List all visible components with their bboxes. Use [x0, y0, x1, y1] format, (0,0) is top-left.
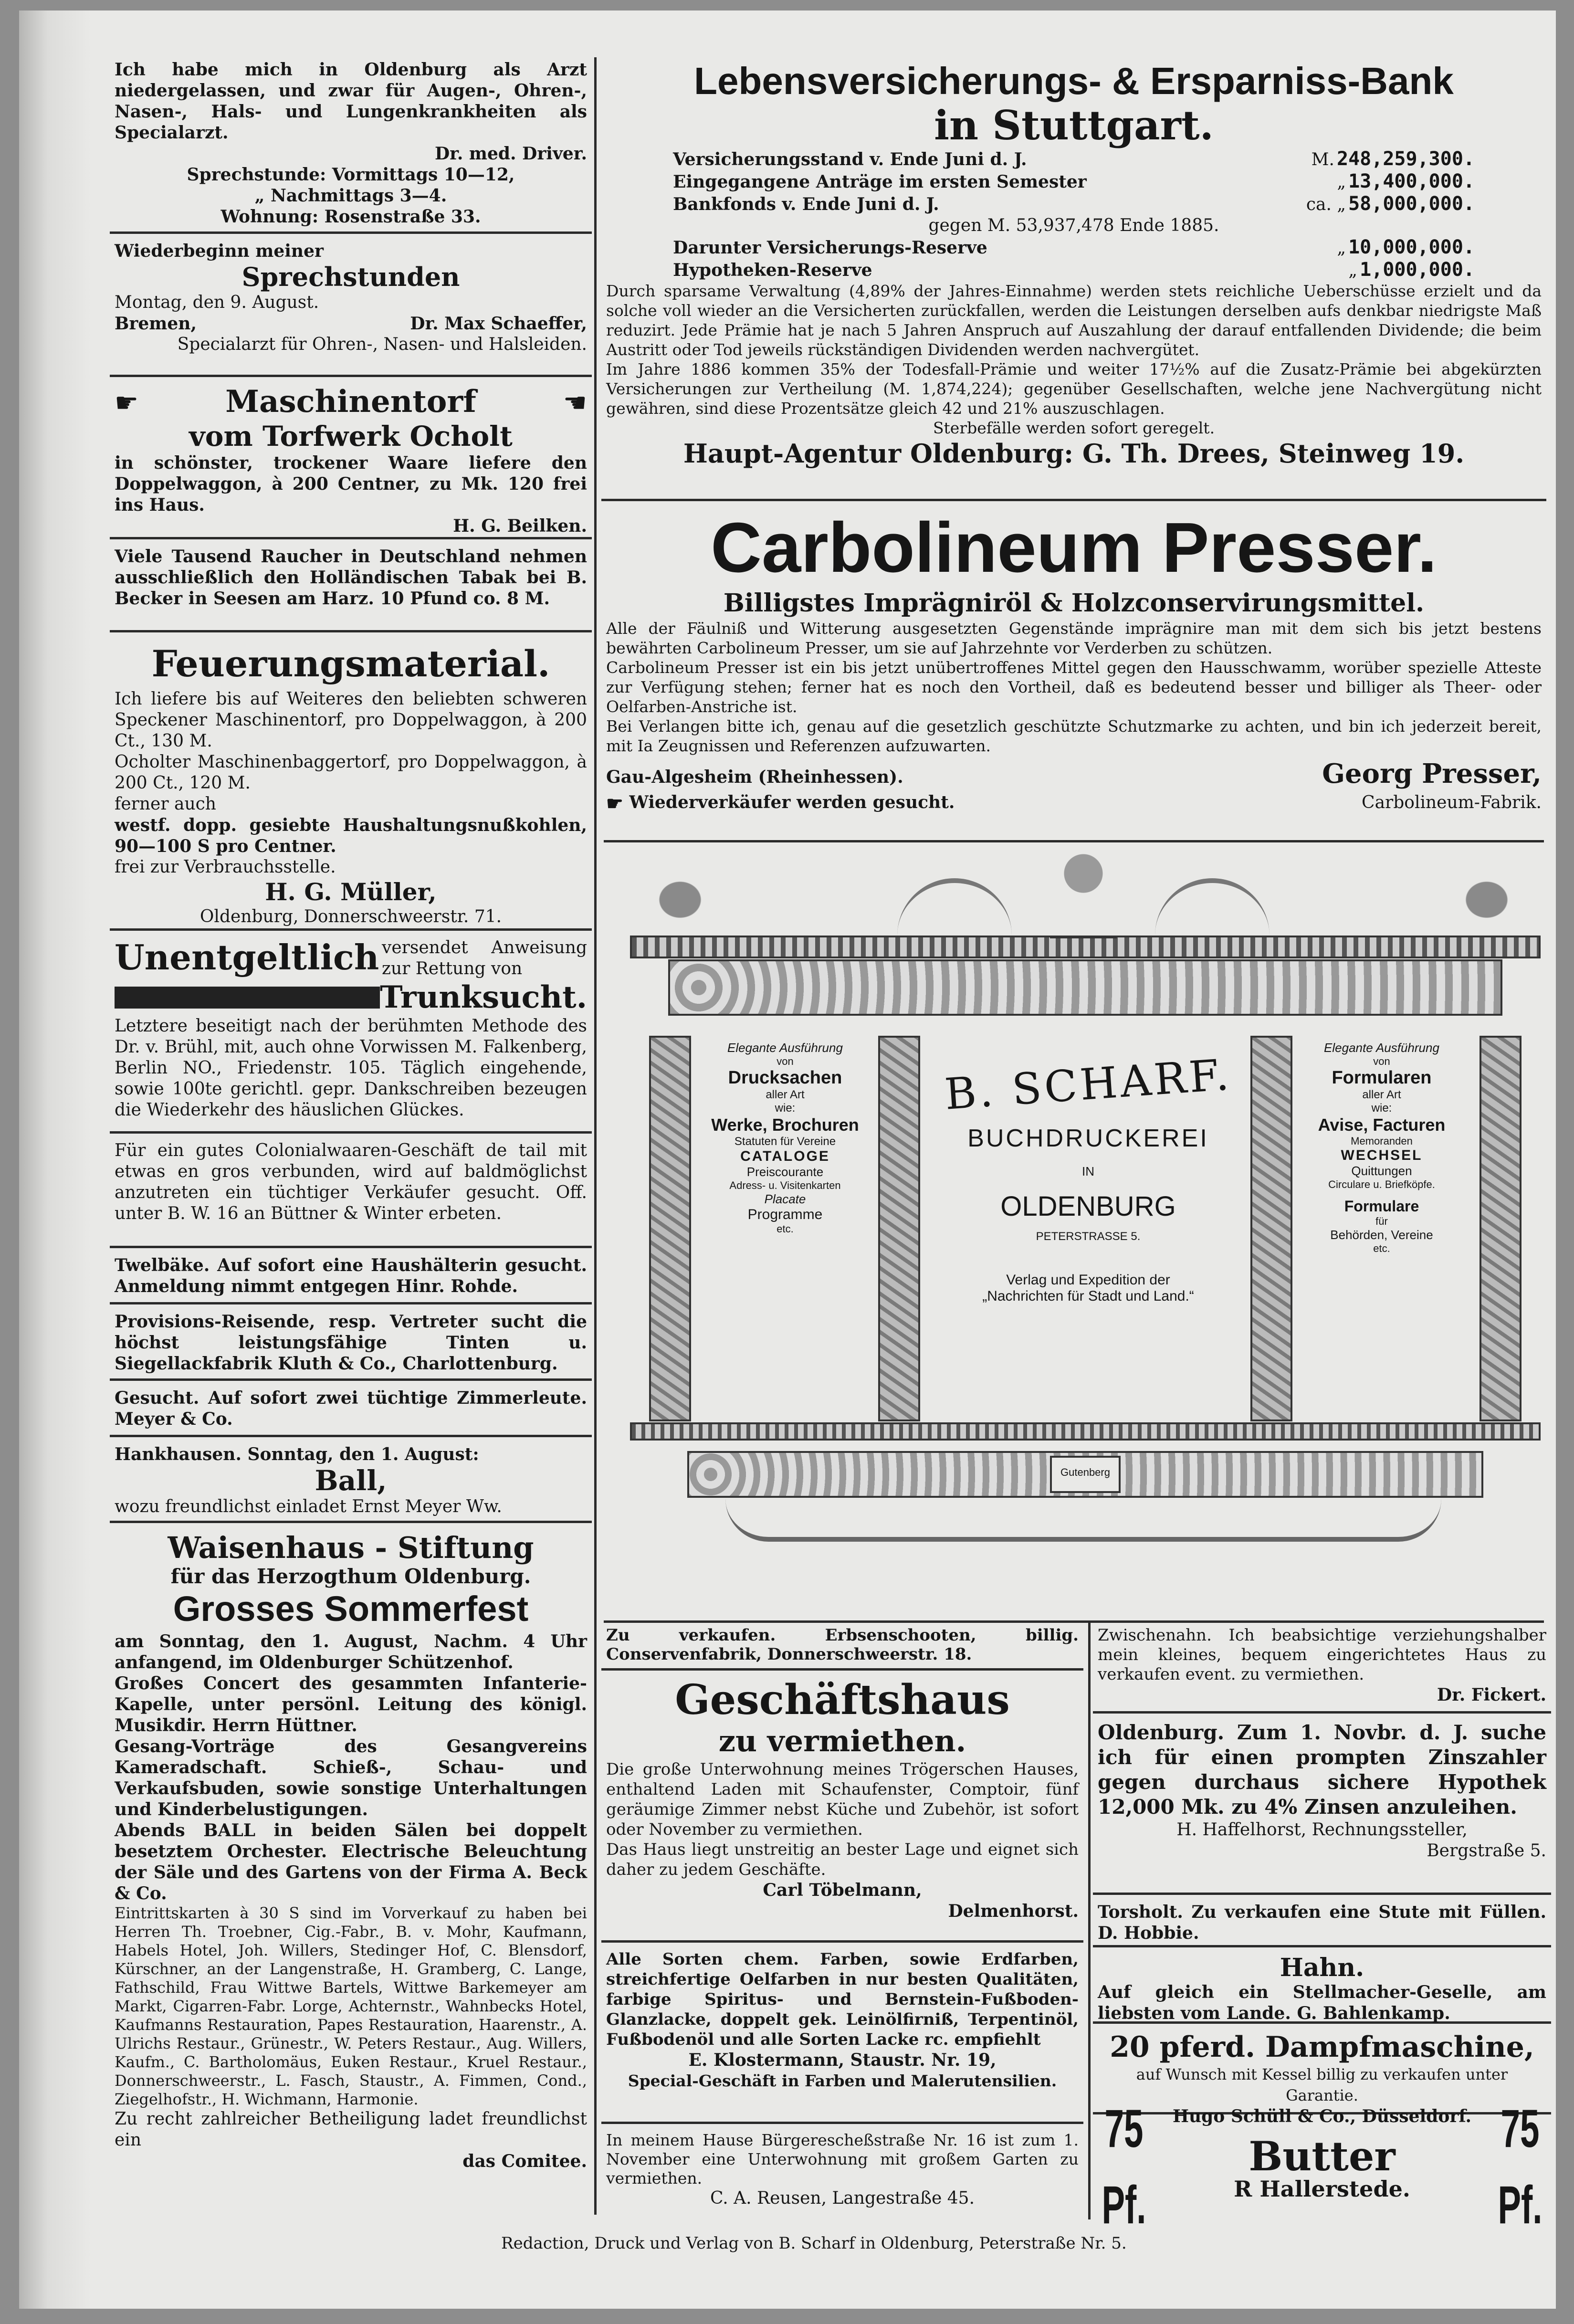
colonial-text: Für ein gutes Colonialwaaren-Geschäft de tail mit etwas en gros verbunden, wird auf baldmöglichst anzutreten ein tüchtiger Verkäufer gesucht. Off. unter B. W. 16 an Büttner & Winter erbeten.	[115, 1141, 587, 1223]
bank-body-3: Sterbefälle werden sofort geregelt.	[933, 419, 1215, 437]
right-panel-line: Quittungen	[1351, 1164, 1412, 1178]
bank-row-unit: „	[1348, 261, 1358, 280]
wohnung-text: In meinem Hause Bürgerescheßstraße Nr. 16 ist zum 1. November eine Unterwohnung mit großem Garten zu vermiethen.	[606, 2131, 1079, 2187]
carbolineum-body-3: Bei Verlangen bitte ich, genau auf die gesetzlich geschützte Schutzmarke zu achten, und bin ich jederzeit bereit, mit Ia Zeugnissen und Referenzen aufzuwarten.	[606, 717, 1542, 755]
right-panel-line: WECHSEL	[1341, 1147, 1423, 1163]
feuerung-address: Oldenburg, Donnerschweerstr. 71.	[199, 907, 502, 926]
scharf-kind: BUCHDRUCKEREI	[967, 1125, 1209, 1152]
bank-row	[673, 193, 1475, 215]
haus-title-2: zu vermiethen.	[718, 1724, 966, 1758]
ad-dampfmaschine	[1093, 2024, 1551, 2126]
bank-row-value: 58,000,000.	[1348, 193, 1475, 215]
left-panel-line: Preiscourante	[746, 1165, 824, 1179]
bank-row	[673, 259, 1475, 281]
waisen-p1: am Sonntag, den 1. August, Nachm. 4 Uhr anfangend, im Oldenburger Schützenhof.	[115, 1631, 587, 1672]
schaeffer-heading-2: Sprechstunden	[241, 262, 460, 292]
gutenberg-label: Gutenberg	[1060, 1466, 1110, 1478]
center-panel	[935, 1050, 1241, 1304]
right-panel-line: etc.	[1373, 1242, 1390, 1254]
butter-price-left: 75 Pf.	[1102, 2099, 1146, 2235]
waisen-title-3: Grosses Sommerfest	[173, 1589, 529, 1629]
zwischen-text: Zwischenahn. Ich beabsichtige verziehungshalber mein kleines, bequem eingerichtetes Haus zu verkaufen event. zu vermiethen.	[1098, 1626, 1546, 1684]
right-panel-line: aller Art	[1362, 1088, 1401, 1101]
eagle-ornament-left	[644, 869, 716, 931]
driver-name: Dr. med. Driver.	[434, 144, 587, 164]
left-panel-line: Adress- u. Visitenkarten	[729, 1179, 841, 1191]
zwischen-name: Dr. Fickert.	[1437, 1685, 1546, 1705]
trunk-side: versendet Anweisung zur Rettung von	[382, 938, 587, 978]
ad-erbsen	[601, 1623, 1083, 1671]
waisen-p6: Zu recht zahlreicher Betheiligung ladet freundlichst ein	[115, 2109, 587, 2150]
pillar	[649, 1036, 691, 1421]
scharf-in: IN	[1082, 1164, 1094, 1178]
farben-sub: Special-Geschäft in Farben und Malerutensilien.	[628, 2072, 1057, 2090]
wohnung-name: C. A. Reusen, Langestraße 45.	[710, 2188, 975, 2208]
gutenberg-plaque	[1050, 1456, 1121, 1493]
ad-ball	[110, 1437, 592, 1523]
left-panel-line: Drucksachen	[728, 1068, 842, 1088]
waisen-p5: Eintrittskarten à 30 S sind im Vorverkauf zu haben bei Herren Th. Troebner, Cig.-Fabr., B. v. Mohr, Kaufmann, Habels Hotel, Joh. Willers, Stedinger Hof, C. Blensdorf, Kürschner, an der Langenstraße, H. Gramberg, C. Lange, Fathschild, Frau Wittwe Bartels, Wittwe Barkemeyer am Markt, Cigarren-Fabr. Lorge, Achternstr., Wahnbecks Hotel, Kaufmanns Restauration, Papes Restauration, Haarenstr., A. Ulrichs Restaur., Grünestr., W. Peters Restaur., Aug. Willers, Kaufm., C. Bartholomäus, Euken Restaur., Kruel Restaur., Donnerschweerstr., L. Fasch, Staustr., A. Fimmen, Cond., Ziegelhofstr., H. Wichmann, Harmonie.	[115, 1904, 587, 2108]
hahn-text: Auf gleich ein Stellmacher-Geselle, am liebsten vom Lande. G. Bahlenkamp.	[1098, 1982, 1546, 2023]
left-panel-line: etc.	[777, 1223, 794, 1235]
dampf-title: 20 pferd. Dampfmaschine,	[1110, 2030, 1534, 2064]
left-panel	[702, 1041, 869, 1235]
pointing-hand-icon: ☛	[115, 388, 139, 419]
stute-text: Torsholt. Zu verkaufen eine Stute mit Füllen. D. Hobbie.	[1098, 1902, 1546, 1943]
scroll-ornament-right	[1155, 878, 1270, 940]
schaeffer-date: Montag, den 9. August.	[115, 293, 319, 312]
carbolineum-firm: Carbolineum-Fabrik.	[1362, 793, 1542, 812]
cornice	[630, 936, 1541, 958]
feuerung-item-3: ferner auch	[115, 794, 216, 814]
bust-ornament	[1050, 850, 1117, 938]
bank-row-label: Darunter Versicherungs-Reserve	[673, 238, 987, 258]
bank-row	[673, 236, 1475, 259]
torf-title-1: Maschinentorf	[225, 384, 476, 420]
bank-row-value: 248,259,300.	[1337, 148, 1475, 170]
right-panel-line: Memoranden	[1351, 1135, 1413, 1147]
schaeffer-heading-1: Wiederbeginn meiner	[115, 241, 324, 261]
right-panel-line: Elegante Ausführung	[1324, 1041, 1439, 1055]
haus-body: Die große Unterwohnung meines Trögerschen Hauses, enthaltend Laden mit Schaufenster, Comptoir, fünf geräumige Zimmer nebst Küche und Zubehör, ist sofort oder November zu vermiethen.	[606, 1760, 1079, 1839]
ad-wohnung	[601, 2124, 1083, 2234]
twelbaeke-text: Twelbäke. Auf sofort eine Haushälterin gesucht. Anmeldung nimmt entgegen Hinr. Rohde.	[115, 1255, 587, 1296]
bank-row-label: Bankfonds v. Ende Juni d. J.	[673, 194, 939, 214]
driver-address: Wohnung: Rosenstraße 33.	[220, 207, 481, 227]
ad-waisenhaus	[110, 1523, 592, 2171]
dampf-name: Hugo Schüll & Co., Düsseldorf.	[1172, 2106, 1472, 2126]
bank-title-1: Lebensversicherungs- & Ersparniss-Bank	[694, 60, 1454, 102]
bank-row-unit: „	[1337, 172, 1346, 192]
bank-table	[606, 148, 1542, 281]
feuerung-item-5: frei zur Verbrauchsstelle.	[115, 857, 336, 877]
bank-row-label: Versicherungsstand v. Ende Juni d. J.	[673, 149, 1027, 169]
ad-colonial	[110, 1134, 592, 1248]
trunk-body: Letztere beseitigt nach der berühmten Methode des Dr. v. Brühl, mit, auch ohne Vorwissen M. Falkenberg, Berlin NO., Friedenstr. 105. Täglich eingehende, sowie 100te gerichtl. gepr. Dankschreiben bezeugen die Wiederkehr des häuslichen Glückes.	[115, 1016, 587, 1120]
left-panel-line: CATALOGE	[740, 1148, 830, 1164]
left-panel-line: von	[777, 1055, 794, 1067]
ad-torf	[110, 377, 592, 539]
left-panel-line: Werke, Brochuren	[711, 1115, 859, 1135]
bank-row-unit: ca. „	[1306, 195, 1346, 214]
torf-title-2: vom Torfwerk Ocholt	[189, 420, 513, 452]
ad-feuerung	[110, 632, 592, 931]
trunk-big: Trunksucht.	[380, 979, 587, 1015]
carbolineum-body-2: Carbolineum Presser ist ein bis jetzt unübertroffenes Mittel gegen den Hausschwamm, worüber spezielle Atteste zur Verfügung stehen; ferner hat es noch den Vortheil, daß es bedeutend besser und billiger als Theer- oder Oelfarben-Anstriche ist.	[606, 658, 1542, 716]
ad-schaeffer	[110, 234, 592, 377]
erbsen-text: Zu verkaufen. Erbsenschooten, billig. Conservenfabrik, Donnerschweerstr. 18.	[606, 1626, 1079, 1664]
ad-geschaeftshaus	[601, 1671, 1083, 1943]
frieze	[668, 959, 1502, 1016]
pointing-hand-icon: ☛	[606, 792, 623, 815]
bank-row	[673, 170, 1475, 193]
ball-title: Ball,	[315, 1464, 387, 1497]
provision-text: Provisions-Reisende, resp. Vertreter sucht die höchst leistungsfähige Tinten u. Siegellackfabrik Kluth & Co., Charlottenburg.	[115, 1312, 587, 1374]
ad-driver	[110, 53, 592, 234]
butter-name: R Hallerstede.	[1234, 2176, 1410, 2202]
left-panel-line: Elegante Ausführung	[727, 1041, 843, 1055]
left-panel-line: wie:	[775, 1102, 796, 1115]
hypo-addr: Bergstraße 5.	[1427, 1841, 1546, 1861]
haus-title-1: Geschäftshaus	[675, 1676, 1010, 1724]
feuerung-item-4: westf. dopp. gesiebte Haushaltungsnußkohlen, 90—100 S pro Centner.	[115, 815, 587, 856]
carbolineum-sign-row	[606, 756, 1542, 792]
base-band	[630, 1422, 1541, 1441]
right-panel-line: von	[1373, 1055, 1390, 1067]
right-panel-line: für	[1375, 1215, 1388, 1227]
carbolineum-foot-row	[606, 792, 1542, 814]
bank-row-label: Hypotheken-Reserve	[673, 260, 872, 280]
right-panel-line: Circulare u. Briefköpfe.	[1328, 1178, 1435, 1190]
pointing-hand-left-icon: ☚	[563, 388, 587, 419]
carbolineum-subtitle: Billigstes Imprägniröl & Holzconservirungsmittel.	[723, 589, 1425, 618]
carbolineum-name: Georg Presser,	[1322, 758, 1542, 789]
right-panel-line: Formularen	[1332, 1068, 1432, 1088]
black-bar	[115, 987, 380, 1009]
scharf-printshop-illustration	[630, 850, 1537, 1604]
scharf-city: OLDENBURG	[1000, 1191, 1176, 1222]
tabak-text: Viele Tausend Raucher in Deutschland nehmen ausschließlich den Holländischen Tabak bei B. Becker in Seesen am Harz. 10 Pfund co. 8 M.	[115, 547, 587, 609]
left-panel-line: Programme	[747, 1207, 823, 1222]
pillar	[878, 1036, 920, 1421]
ad-carbolineum	[601, 501, 1546, 845]
torf-name: H. G. Beilken.	[453, 516, 587, 536]
ad-butter	[1093, 2099, 1551, 2235]
carbolineum-place: Gau-Algesheim (Rheinhessen).	[606, 767, 903, 787]
right-panel-line: wie:	[1371, 1102, 1392, 1115]
ad-hahn	[1093, 1947, 1551, 2024]
feuerung-item-2: Ocholter Maschinenbaggertorf, pro Doppelwaggon, à 200 Ct., 120 M.	[115, 752, 587, 793]
ball-line-2: wozu freundlichst einladet Ernst Meyer Ww.	[115, 1497, 502, 1516]
feuerung-name: H. G. Müller,	[265, 878, 437, 906]
ad-hypothek	[1093, 1714, 1551, 1895]
schaeffer-title: Specialarzt für Ohren-, Nasen- und Halsleiden.	[177, 335, 587, 354]
ad-zwischenahn	[1093, 1623, 1551, 1714]
ad-twelbaeke	[110, 1248, 592, 1304]
ball-line-1: Hankhausen. Sonntag, den 1. August:	[115, 1444, 479, 1464]
bank-body: Durch sparsame Verwaltung (4,89% der Jahres-Einnahme) werden stets reichliche Ueberschüsse erzielt und da solche voll wieder an die Versicherten zurückfallen, werden die Leistungen derselben aufs denkbar niedrigste Maß reduzirt. Jede Prämie hat je nach 5 Jahren Anspruch auf Auszahlung der darauf entfallenden Dividende; die beim Austritt oder Tod jeweils rückständigen Dividenden werden nachvergütet.	[606, 282, 1542, 359]
ad-trunksucht	[110, 931, 592, 1134]
waisen-p4: Abends BALL in beiden Sälen bei doppelt besetztem Orchester. Electrische Beleuchtung der Säle und des Gartens von der Firma A. Beck & Co.	[115, 1820, 587, 1903]
driver-text: Ich habe mich in Oldenburg als Arzt niedergelassen, und zwar für Augen-, Ohren-, Nasen-, Hals- und Lungenkrankheiten als Specialarzt.	[115, 60, 587, 143]
right-panel-line: Behörden, Vereine	[1330, 1228, 1433, 1242]
butter-price-right: 75 Pf.	[1498, 2099, 1543, 2235]
haus-body-2: Das Haus liegt unstreitig an bester Lage und eignet sich daher zu jedem Geschäfte.	[606, 1840, 1079, 1879]
haus-place: Delmenhorst.	[948, 1901, 1079, 1921]
left-panel-line: aller Art	[766, 1088, 805, 1101]
pillar	[1480, 1036, 1522, 1421]
hypo-text: Oldenburg. Zum 1. Novbr. d. J. suche ich für einen prompten Zinszahler gegen durchaus sichere Hypothek 12,000 Mk. zu 4% Zinsen anzuleihen.	[1098, 1721, 1546, 1819]
waisen-p2: Großes Concert des gesammten Infanterie-Kapelle, unter persönl. Leitung des königl. Musikdir. Herrn Hüttner.	[115, 1673, 587, 1735]
bank-row-value: 13,400,000.	[1348, 170, 1475, 192]
mid-bottom-column	[601, 1623, 1083, 2258]
column-rule-bottom-mid	[1088, 1623, 1091, 2219]
ad-tabak	[110, 539, 592, 632]
ad-bank	[601, 53, 1546, 501]
scharf-verlag: Verlag und Expedition der „Nachrichten für Stadt und Land.“	[982, 1272, 1194, 1304]
carbolineum-resellers: Wiederverkäufer werden gesucht.	[629, 792, 955, 812]
ad-stute	[1093, 1895, 1551, 1947]
pillar	[1250, 1036, 1292, 1421]
left-column	[110, 53, 592, 2248]
scroll-ornament-left	[897, 878, 1012, 940]
torf-title-row	[115, 384, 587, 420]
bank-gegen: gegen M. 53,937,478 Ende 1885.	[928, 216, 1219, 235]
eagle-ornament-right	[1451, 869, 1522, 931]
haus-name: Carl Töbelmann,	[763, 1880, 922, 1900]
gesucht-text: Gesucht. Auf sofort zwei tüchtige Zimmerleute. Meyer & Co.	[115, 1388, 587, 1429]
hahn-title: Hahn.	[1280, 1953, 1364, 1982]
ad-farben	[601, 1943, 1083, 2124]
driver-hours-1: Sprechstunde: Vormittags 10—12,	[187, 165, 515, 185]
waisen-title-1: Waisenhaus - Stiftung	[168, 1530, 534, 1565]
column-rule-left	[594, 57, 597, 2215]
carbolineum-title: Carbolineum Presser.	[711, 508, 1437, 587]
left-panel-line: Statuten für Vereine	[734, 1135, 836, 1148]
feuerung-intro: Ich liefere bis auf Weiteres den beliebten schweren Speckener Maschinentorf, pro Doppelwaggon, à 200 Ct., 130 M.	[115, 689, 587, 751]
bank-row-label: Eingegangene Anträge im ersten Semester	[673, 172, 1087, 192]
page-spine	[19, 11, 91, 2309]
bank-row-value: 1,000,000.	[1360, 259, 1475, 281]
schaeffer-name: Dr. Max Schaeffer,	[410, 314, 587, 334]
bank-title-2: in Stuttgart.	[934, 102, 1214, 149]
waisen-title-2: für das Herzogthum Oldenburg.	[170, 1565, 531, 1588]
hypo-name: H. Haffelhorst, Rechnungssteller,	[1176, 1820, 1468, 1840]
feuerung-title: Feuerungsmaterial.	[151, 642, 550, 685]
left-panel-line: Placate	[764, 1192, 806, 1206]
bank-row	[673, 148, 1475, 170]
waisen-p3: Gesang-Vorträge des Gesangvereins Kameradschaft. Schieß-, Schau- und Verkaufsbuden, sowie sonstige Unterhaltungen und Kinderbelustigungen.	[115, 1736, 587, 1819]
ad-gesucht	[110, 1381, 592, 1437]
ad-provision	[110, 1304, 592, 1381]
schaeffer-name-row	[115, 313, 587, 334]
far-right-bottom-column	[1093, 1623, 1551, 2258]
schaeffer-place: Bremen,	[115, 314, 197, 334]
farben-text: Alle Sorten chem. Farben, sowie Erdfarben, streichfertige Oelfarben in nur besten Qualitäten, farbige Spiritus- und Bernstein-Fußboden-Glanzlacke, doppelt gek. Leinölfirniß, Terpentinöl, Fußbodenöl und alle Sorten Lacke rc. empfiehlt	[606, 1950, 1079, 2049]
right-panel	[1298, 1041, 1465, 1255]
torf-body: in schönster, trockener Waare liefere den Doppelwaggon, à 200 Centner, zu Mk. 120 frei ins Haus.	[115, 453, 587, 515]
imprint-footer: Redaction, Druck und Verlag von B. Scharf in Oldenburg, Peterstraße Nr. 5.	[501, 2234, 1127, 2253]
right-panel-line: Avise, Facturen	[1318, 1115, 1446, 1135]
bank-agent: Haupt-Agentur Oldenburg: G. Th. Drees, Steinweg 19.	[683, 438, 1465, 469]
bank-row-unit: M.	[1311, 150, 1334, 169]
carbolineum-body: Alle der Fäulniß und Witterung ausgesetzten Gegenstände imprägnire man mit dem sich bis jetzt bestens bewährten Carbolineum Presser, um sie auf Jahrzehnte vor Verderben zu schützen.	[606, 619, 1542, 657]
butter-word: Butter	[1249, 2133, 1396, 2180]
trunk-title: Unentgeltlich	[115, 937, 379, 978]
waisen-sign: das Comitee.	[462, 2151, 587, 2171]
bank-row-unit: „	[1337, 238, 1346, 258]
scharf-name: B. SCHARF.	[943, 1050, 1234, 1120]
right-panel-line: Formulare	[1344, 1198, 1419, 1215]
butter-center	[1188, 2133, 1456, 2202]
farben-name: E. Klostermann, Staustr. Nr. 19,	[688, 2050, 997, 2070]
bank-row-value: 10,000,000.	[1348, 236, 1475, 258]
scharf-street: PETERSTRASSE 5.	[1036, 1230, 1141, 1243]
driver-hours-2: „ Nachmittags 3—4.	[254, 186, 447, 206]
dampf-text: auf Wunsch mit Kessel billig zu verkaufen unter Garantie.	[1136, 2065, 1508, 2104]
base-ornament	[725, 1499, 1441, 1542]
bank-body-2: Im Jahre 1886 kommen 35% der Todesfall-Prämie und weiter 17½% auf die Zusatz-Prämie bei abgekürzten Versicherungen zur Vertheilung (M. 1,874,224); gegenüber Gesellschaften, welche jene Nachvergütung nicht gewähren, sind diese Prozentsätze gleich 42 und 21% auszuschlagen.	[606, 360, 1542, 418]
